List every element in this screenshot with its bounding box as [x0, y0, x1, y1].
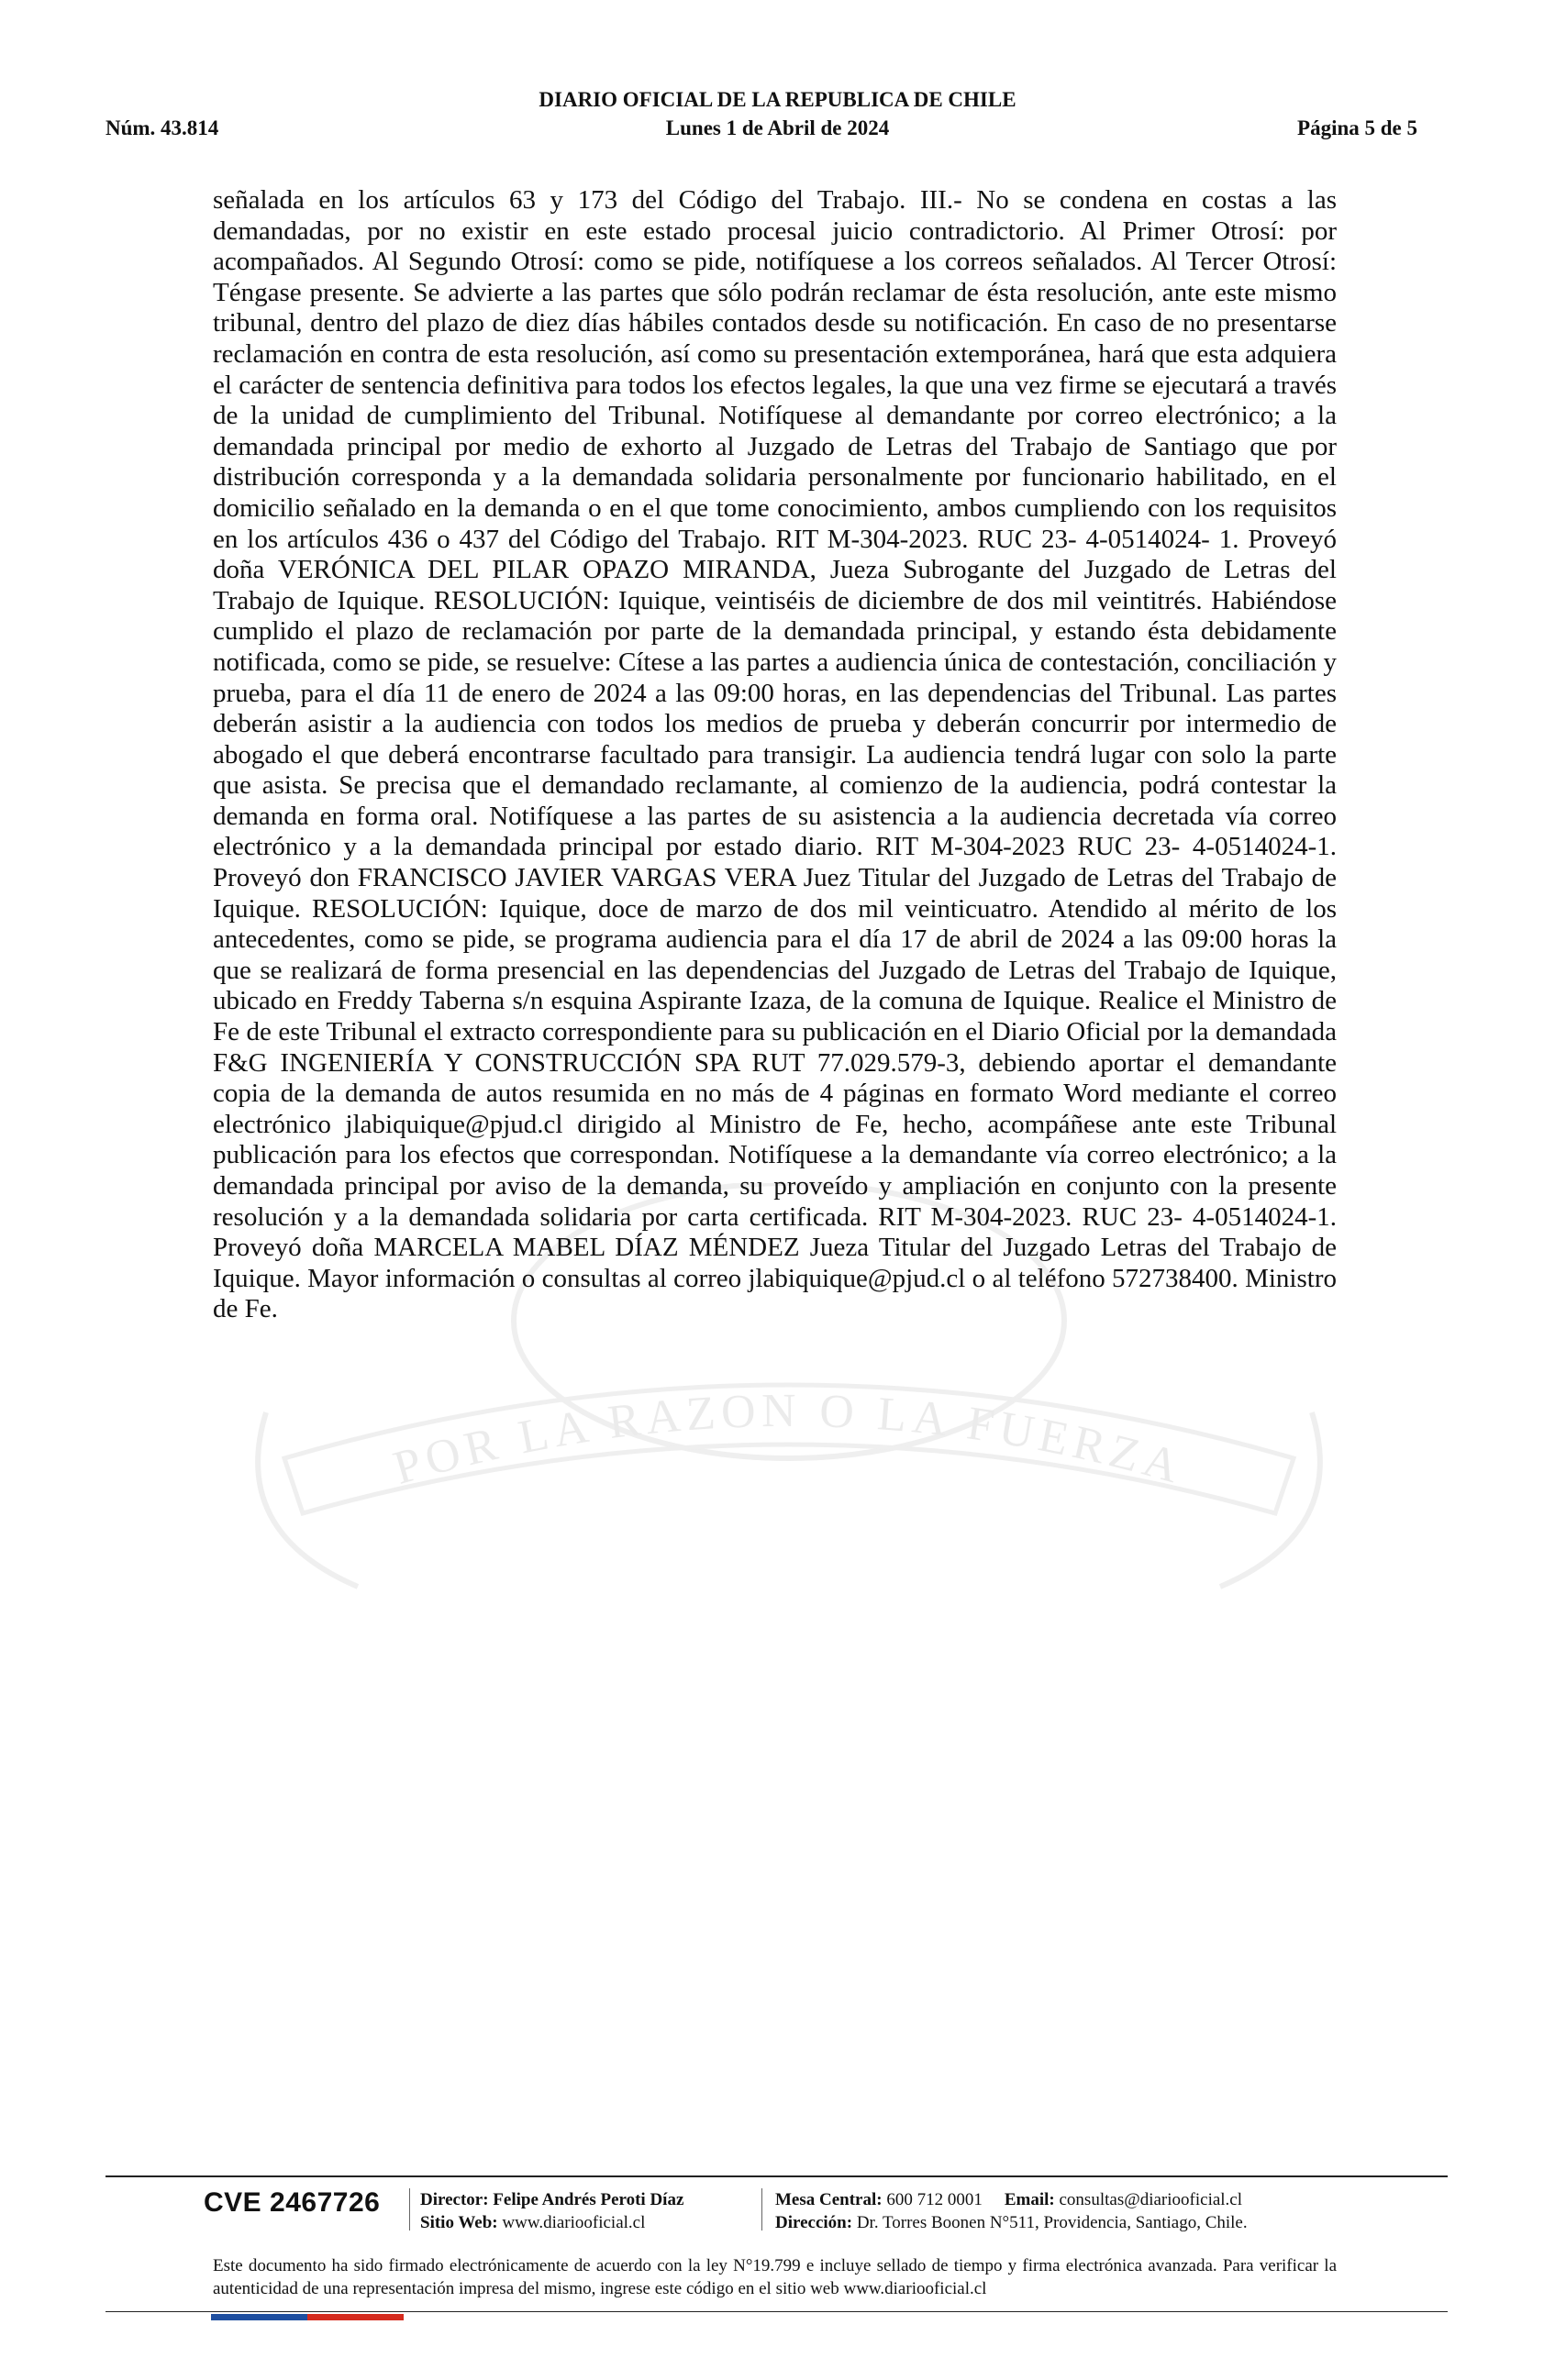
footer-separator [409, 2188, 410, 2231]
footer-contact-info [775, 2188, 1248, 2234]
phone-number: 600 712 0001 [886, 2190, 983, 2209]
cve-code: CVE 2467726 [204, 2187, 381, 2218]
watermark-motto: POR LA RAZON O LA FUERZA [387, 1384, 1191, 1495]
director-label: Director: [420, 2190, 489, 2209]
publication-date: Lunes 1 de Abril de 2024 [665, 116, 890, 139]
issue-number: Núm. 43.814 [106, 116, 219, 139]
footer-divider [106, 2175, 1448, 2177]
flag-stripe-blue [211, 2314, 307, 2320]
electronic-signature-notice: Este documento ha sido firmado electrónicamente de acuerdo con la ley N°19.799 e incluye sellado de tiempo y firma electrónica avanzada. Para verificar la autenticidad de una representación impresa del mismo, ingrese este código en el sitio web www.diariooficial.cl [213, 2256, 1337, 2298]
email-label: Email: [1004, 2190, 1055, 2209]
phone-label: Mesa Central: [775, 2190, 883, 2209]
resolution-text: señalada en los artículos 63 y 173 del Código del Trabajo. III.- No se condena en costas a las demandadas, por no existir en este estado procesal juicio contradictorio. Al Primer Otrosí: por acompañados. Al Segundo Otrosí: como se pide, notifíquese a los correos señalados. Al Tercer Otrosí: Téngase presente. Se advierte a las partes que sólo podrán reclamar de ésta resolución, ante este mismo tribunal, dentro del plazo de diez días hábiles contados desde su notificación. En caso de no presentarse reclamación en contra de esta resolución, así como su presentación extemporánea, hará que esta adquiera el carácter de sentencia definitiva para todos los efectos legales, la que una vez firme se ejecutará a través de la unidad de cumplimiento del Tribunal. Notifíquese al demandante por correo electrónico; a la demandada principal por medio de exhorto al Juzgado de Letras del Trabajo de Santiago que por distribución corresponda y a la demandada solidaria personalmente por funcionario habilitado, en el domicilio señalado en la demanda o en el que tome conocimiento, ambos cumpliendo con los requisitos en los artículos 436 o 437 del Código del Trabajo. RIT M-304-2023. RUC 23- 4-0514024- 1. Proveyó doña VERÓNICA DEL PILAR OPAZO MIRANDA, Jueza Subrogante del Juzgado de Letras del Trabajo de Iquique. RESOLUCIÓN: Iquique, veintiséis de diciembre de dos mil veintitrés. Habiéndose cumplido el plazo de reclamación por parte de la demandada principal, y estando ésta debidamente notificada, como se pide, se resuelve: Cítese a las partes a audiencia única de contestación, conciliación y prueba, para el día 11 de enero de 2024 a las 09:00 horas, en las dependencias del Tribunal. Las partes deberán asistir a la audiencia con todos los medios de prueba y deberán concurrir por intermedio de abogado el que deberá encontrarse facultado para transigir. La audiencia tendrá lugar con solo la parte que asista. Se precisa que el demandado reclamante, al comienzo de la audiencia, podrá contestar la demanda en forma oral. Notifíquese a las partes de su asistencia a la audiencia decretada vía correo electrónico y a la demandada principal por estado diario. RIT M-304-2023 RUC 23- 4-0514024-1. Proveyó don FRANCISCO JAVIER VARGAS VERA Juez Titular del Juzgado de Letras del Trabajo de Iquique. RESOLUCIÓN: Iquique, doce de marzo de dos mil veinticuatro. Atendido al mérito de los antecedentes, como se pide, se programa audiencia para el día 17 de abril de 2024 a las 09:00 horas la que se realizará de forma presencial en las dependencias del Juzgado de Letras del Trabajo de Iquique, ubicado en Freddy Taberna s/n esquina Aspirante Izaza, de la comuna de Iquique. Realice el Ministro de Fe de este Tribunal el extracto correspondiente para su publicación en el Diario Oficial por la demandada F&G INGENIERÍA Y CONSTRUCCIÓN SPA RUT 77.029.579-3, debiendo aportar el demandante copia de la demanda de autos resumida en no más de 4 páginas en formato Word mediante el correo electrónico jlabiquique@pjud.cl dirigido al Ministro de Fe, hecho, acompáñese ante este Tribunal publicación para los efectos que correspondan. Notifíquese a la demandante vía correo electrónico; a la demandada principal por aviso de la demanda, su proveído y ampliación en conjunto con la presente resolución y a la demandada solidaria por carta certificada. RIT M-304-2023. RUC 23- 4-0514024-1. Proveyó doña MARCELA MABEL DÍAZ MÉNDEZ Jueza Titular del Juzgado Letras del Trabajo de Iquique. Mayor información o consultas al correo jlabiquique@pjud.cl o al teléfono 572738400. Ministro de Fe. [213, 185, 1337, 1324]
gazette-title: DIARIO OFICIAL DE LA REPUBLICA DE CHILE [539, 88, 1016, 111]
email-link[interactable]: consultas@diariooficial.cl [1059, 2190, 1243, 2209]
website-link[interactable]: www.diariooficial.cl [502, 2213, 646, 2232]
footer-bottom-divider [106, 2311, 1448, 2312]
address-label: Dirección: [775, 2213, 853, 2232]
footer-separator [761, 2188, 762, 2231]
footer-editorial-info [420, 2188, 683, 2234]
flag-stripe-red [307, 2314, 404, 2320]
website-label: Sitio Web: [420, 2213, 498, 2232]
director-name: Felipe Andrés Peroti Díaz [493, 2190, 684, 2209]
page-number: Página 5 de 5 [1297, 116, 1417, 139]
address-text: Dr. Torres Boonen N°511, Providencia, Santiago, Chile. [856, 2213, 1248, 2232]
